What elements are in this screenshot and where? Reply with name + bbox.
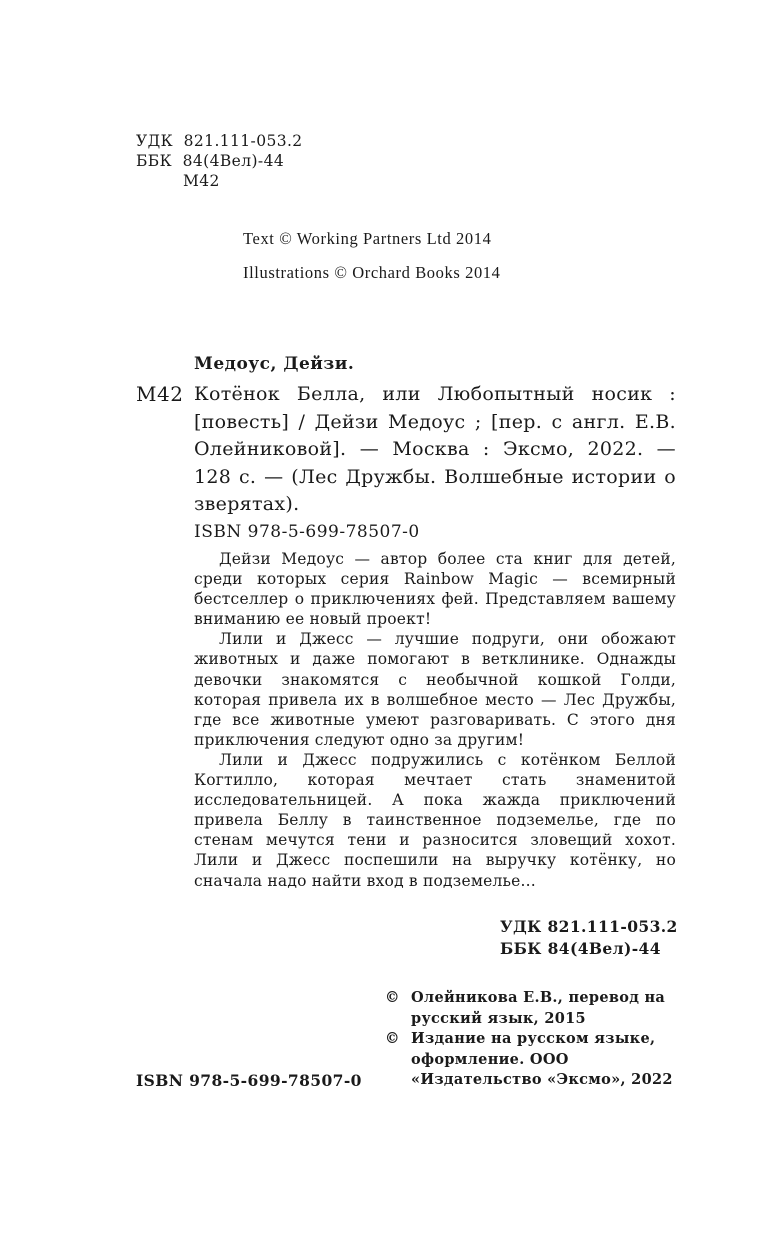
bbk-value: 84(4Вел)-44 bbox=[182, 152, 285, 170]
catalog-mark: М42 bbox=[136, 382, 184, 406]
copyright-edition-text: Издание на русском языке, оформление. ООО «Издательство «Эксмо», 2022 bbox=[411, 1030, 673, 1088]
udk-line bbox=[136, 131, 303, 151]
udk-label: УДК bbox=[136, 132, 173, 150]
copyright-edition bbox=[385, 1029, 685, 1091]
copyright-translation-text: Олейникова Е.В., перевод на русский язык, 2015 bbox=[411, 989, 666, 1027]
udk-value: 821.111-053.2 bbox=[183, 132, 303, 150]
copyright-symbol: © bbox=[385, 1030, 400, 1047]
catalog-isbn: ISBN 978-5-699-78507-0 bbox=[194, 522, 420, 542]
udk-bottom: УДК 821.111-053.2 bbox=[500, 917, 678, 936]
copyright-block bbox=[385, 988, 685, 1091]
bbk-line bbox=[136, 151, 303, 171]
copyright-symbol: © bbox=[385, 989, 400, 1006]
text-rights: Text © Working Partners Ltd 2014 bbox=[243, 229, 492, 248]
copyright-translation bbox=[385, 988, 685, 1029]
bbk-bottom: ББК 84(4Вел)-44 bbox=[500, 939, 661, 958]
classification-codes bbox=[136, 131, 303, 191]
isbn-bottom: ISBN 978-5-699-78507-0 bbox=[136, 1071, 362, 1090]
illustrations-rights: Illustrations © Orchard Books 2014 bbox=[243, 263, 501, 282]
annotation-paragraph: Дейзи Медоус — автор более ста книг для детей, среди которых серия Rainbow Magic — всемирный бестселлер о приключениях фей. Представляем вашему вниманию ее новый проект! bbox=[194, 550, 676, 629]
catalog-author: Медоус, Дейзи. bbox=[194, 354, 355, 374]
author-mark: М42 bbox=[183, 172, 220, 190]
annotation-paragraph: Лили и Джесс подружились с котёнком Беллой Когтилло, которая мечтает стать знаменитой исследовательницей. А пока жажда приключений привела Беллу в таинственное подземелье, где по стенам мечутся тени и разносится зловещий хохот. Лили и Джесс поспешили на выручку котёнку, но сначала надо найти вход в подземелье... bbox=[194, 750, 676, 890]
catalog-citation: Котёнок Белла, или Любопытный носик : [повесть] / Дейзи Медоус ; [пер. с англ. Е.В. Олейниковой]. — Москва : Эксмо, 2022. — 128 с. — (Лес Дружбы. Волшебные истории о зверятах). bbox=[194, 383, 676, 515]
bbk-label: ББК bbox=[136, 152, 172, 170]
annotation bbox=[194, 549, 676, 891]
classification-codes-bottom bbox=[500, 916, 678, 960]
annotation-paragraph: Лили и Джесс — лучшие подруги, они обожают животных и даже помогают в ветклинике. Однажды девочки знакомятся с необычной кошкой Голди, которая привела их в волшебное место — Лес Дружбы, где все животные умеют разговаривать. С этого дня приключения следуют одно за другим! bbox=[194, 630, 676, 749]
